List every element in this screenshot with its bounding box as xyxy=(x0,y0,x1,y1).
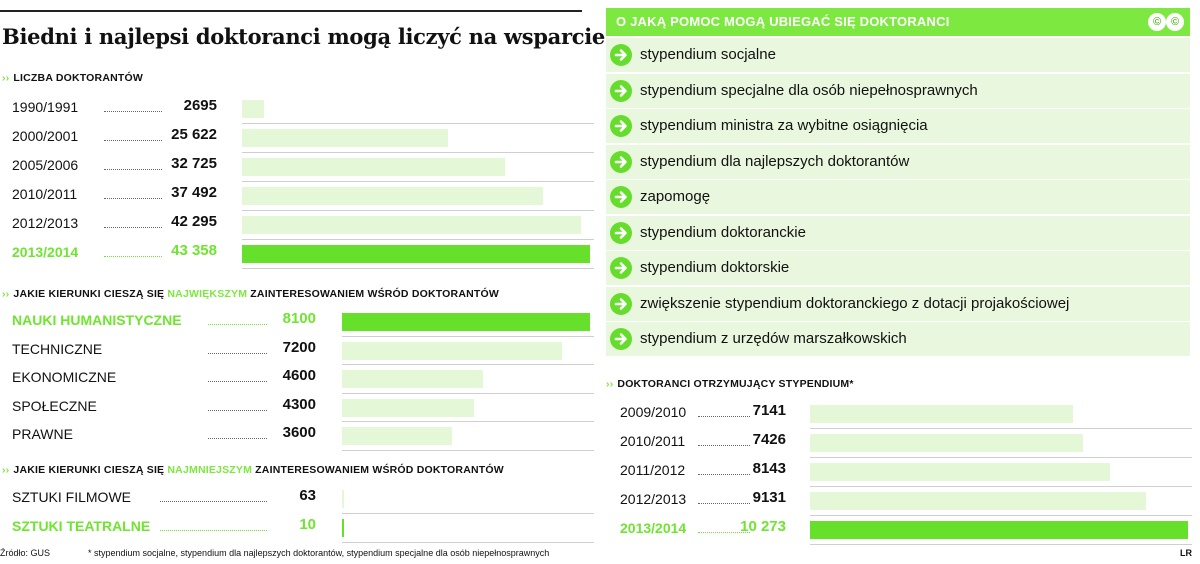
category-label: 2012/2013 xyxy=(12,215,79,231)
dot-leader xyxy=(208,353,267,354)
help-item-label: stypendium socjalne xyxy=(640,46,776,63)
dot-leader xyxy=(104,140,162,141)
bar xyxy=(810,521,1188,539)
bar xyxy=(342,370,483,388)
value-label: 43 358 xyxy=(171,242,217,259)
arrow-circle-icon xyxy=(610,115,632,137)
category-label: NAUKI HUMANISTYCZNE xyxy=(12,312,182,328)
category-label: 1990/1991 xyxy=(12,99,79,115)
chart-2-title-c: ZAINTERESOWANIEM WŚRÓD DOKTORANTÓW xyxy=(247,288,499,300)
chart-row xyxy=(620,402,1192,426)
category-label: 2012/2013 xyxy=(620,491,687,507)
dot-leader xyxy=(104,227,162,228)
chart-row xyxy=(12,396,594,420)
chart-row xyxy=(12,339,594,363)
dot-leader xyxy=(698,416,750,417)
arrow-circle-icon xyxy=(610,151,632,173)
row-separator xyxy=(342,513,594,514)
dot-leader xyxy=(208,324,267,325)
arrow-icon: ›› xyxy=(2,288,10,300)
category-label: EKONOMICZNE xyxy=(12,369,117,385)
copyright-icon: © xyxy=(1166,13,1184,31)
dot-leader xyxy=(104,169,162,170)
help-item-label: stypendium z urzędów marszałkowskich xyxy=(640,330,907,347)
category-label: 2013/2014 xyxy=(620,520,687,536)
dot-leader xyxy=(208,381,267,382)
row-separator xyxy=(810,515,1192,516)
value-label: 9131 xyxy=(752,489,786,506)
chart-row xyxy=(620,431,1192,455)
dot-leader xyxy=(698,503,750,504)
help-item xyxy=(606,251,1190,287)
category-label: SZTUKI FILMOWE xyxy=(12,489,131,505)
help-item-label: stypendium doktorskie xyxy=(640,259,790,276)
chart-2-title-a: JAKIE KIERUNKI CIESZĄ SIĘ xyxy=(13,288,168,300)
bar xyxy=(342,399,474,417)
chart-4-title-text: DOKTORANCI OTRZYMUJĄCY STYPENDIUM* xyxy=(617,378,854,390)
value-label: 8100 xyxy=(282,310,316,327)
category-label: 2000/2001 xyxy=(12,128,79,144)
chart-row xyxy=(12,310,594,334)
arrow-circle-icon xyxy=(610,222,632,244)
help-item-label: stypendium dla najlepszych doktorantów xyxy=(640,152,910,170)
help-item xyxy=(606,322,1190,358)
value-label: 4600 xyxy=(282,367,316,384)
chart-row xyxy=(620,518,1192,542)
chart-row xyxy=(12,367,594,391)
category-label: 2010/2011 xyxy=(620,433,686,449)
help-item xyxy=(606,287,1190,323)
category-label: 2009/2010 xyxy=(620,404,687,420)
value-label: 4300 xyxy=(282,395,316,413)
help-item xyxy=(606,145,1190,181)
bar xyxy=(810,463,1110,481)
dot-leader xyxy=(698,474,750,475)
category-label: SZTUKI TEATRALNE xyxy=(12,518,151,534)
row-separator xyxy=(810,544,1192,545)
dot-leader xyxy=(698,445,750,446)
category-label: 2013/2014 xyxy=(12,244,79,260)
value-label: 2695 xyxy=(183,97,217,114)
arrow-circle-icon xyxy=(610,186,632,208)
row-separator xyxy=(342,364,594,365)
category-label: 2011/2012 xyxy=(620,462,686,478)
arrow-circle-icon xyxy=(610,293,632,315)
bar xyxy=(242,129,448,147)
help-item xyxy=(606,109,1190,145)
dot-leader xyxy=(104,111,162,112)
footer-brand: LR xyxy=(1180,548,1192,558)
chart-3-title xyxy=(2,464,504,476)
row-separator xyxy=(342,450,594,451)
row-separator xyxy=(342,393,594,394)
value-label: 7200 xyxy=(282,338,316,356)
value-label: 42 295 xyxy=(171,213,217,230)
arrow-circle-icon xyxy=(610,80,632,102)
arrow-icon: ›› xyxy=(606,378,614,390)
row-separator xyxy=(810,486,1192,487)
row-separator xyxy=(242,181,594,182)
bar xyxy=(342,342,562,360)
top-rule xyxy=(0,10,582,12)
value-label: 8143 xyxy=(752,460,786,477)
footer-note: * stypendium socjalne, stypendium dla najlepszych doktorantów, stypendium specjalne dla osób niepełnosprawnych xyxy=(88,548,550,558)
value-label: 7426 xyxy=(752,431,786,448)
chart-4-title xyxy=(606,378,854,390)
copyright-icon: © xyxy=(1148,13,1166,31)
row-separator xyxy=(810,457,1192,458)
row-separator xyxy=(242,268,594,269)
help-item-label: stypendium doktoranckie xyxy=(640,223,806,241)
value-label: 32 725 xyxy=(171,155,217,172)
chart-row xyxy=(12,155,594,179)
dot-leader xyxy=(104,198,162,199)
category-label: TECHNICZNE xyxy=(12,340,103,357)
bar xyxy=(242,158,505,176)
chart-row xyxy=(12,487,594,511)
chart-row xyxy=(12,242,594,266)
arrow-circle-icon xyxy=(610,328,632,350)
value-label: 10 273 xyxy=(740,518,786,535)
bar xyxy=(242,216,581,234)
help-item-label: zwiększenie stypendium doktoranckiego z dotacji projakościowej xyxy=(640,294,1070,312)
help-item-label: stypendium specjalne dla osób niepełnosprawnych xyxy=(640,81,978,99)
chart-3-title-c: ZAINTERESOWANIEM WŚRÓD DOKTORANTÓW xyxy=(252,464,504,476)
bar xyxy=(342,490,344,508)
value-label: 37 492 xyxy=(171,184,217,201)
chart-row xyxy=(12,213,594,237)
bar xyxy=(342,519,344,537)
help-item xyxy=(606,180,1190,216)
bar xyxy=(242,187,543,205)
row-separator xyxy=(242,152,594,153)
chart-1-title-text: LICZBA DOKTORANTÓW xyxy=(13,72,143,84)
row-separator xyxy=(342,421,594,422)
category-label: 2005/2006 xyxy=(12,157,79,173)
chart-1-title xyxy=(2,72,143,84)
category-label: SPOŁECZNE xyxy=(12,397,97,414)
main-title: Biedni i najlepsi doktoranci mogą liczyć na wsparcie xyxy=(2,24,605,49)
value-label: 3600 xyxy=(282,424,316,441)
chart-row xyxy=(620,460,1192,484)
dot-leader xyxy=(160,530,267,531)
dot-leader xyxy=(104,256,162,257)
category-label: PRAWNE xyxy=(12,426,73,442)
bar xyxy=(242,245,590,263)
chart-3-title-highlight: NAJMNIEJSZYM xyxy=(167,464,253,476)
arrow-icon: ›› xyxy=(2,464,10,476)
bar xyxy=(810,434,1083,452)
dot-leader xyxy=(160,501,267,502)
help-item xyxy=(606,74,1190,110)
arrow-circle-icon xyxy=(610,257,632,279)
help-header xyxy=(606,8,1190,36)
row-separator xyxy=(810,428,1192,429)
value-label: 7141 xyxy=(752,402,786,419)
arrow-icon: ›› xyxy=(2,72,10,84)
chart-2-title xyxy=(2,288,499,300)
chart-2-title-highlight: NAJWIĘKSZYM xyxy=(167,288,248,300)
dot-leader xyxy=(208,410,267,411)
row-separator xyxy=(242,239,594,240)
chart-row xyxy=(12,97,594,121)
bar xyxy=(342,427,452,445)
help-title: O JAKĄ POMOC MOGĄ UBIEGAĆ SIĘ DOKTORANCI xyxy=(616,14,950,29)
bar xyxy=(242,100,264,118)
row-separator xyxy=(342,336,594,337)
value-label: 63 xyxy=(299,487,316,504)
value-label: 10 xyxy=(299,516,316,533)
help-item xyxy=(606,38,1190,74)
dot-leader xyxy=(208,438,267,439)
chart-3-title-a: JAKIE KIERUNKI CIESZĄ SIĘ xyxy=(13,464,168,476)
bar xyxy=(810,492,1146,510)
chart-row xyxy=(12,424,594,448)
row-separator xyxy=(242,210,594,211)
category-label: 2010/2011 xyxy=(12,186,78,202)
row-separator xyxy=(242,123,594,124)
chart-row xyxy=(12,516,594,540)
value-label: 25 622 xyxy=(171,126,217,143)
bar xyxy=(342,313,590,331)
chart-row xyxy=(12,184,594,208)
row-separator xyxy=(342,542,594,543)
arrow-circle-icon xyxy=(610,44,632,66)
chart-row xyxy=(12,126,594,150)
help-item-label: zapomogę xyxy=(640,188,711,205)
chart-row xyxy=(620,489,1192,513)
help-item-label: stypendium ministra za wybitne osiągnięcia xyxy=(640,117,928,134)
footer-source: Źródło: GUS xyxy=(0,548,51,558)
bar xyxy=(810,405,1073,423)
help-item xyxy=(606,216,1190,252)
